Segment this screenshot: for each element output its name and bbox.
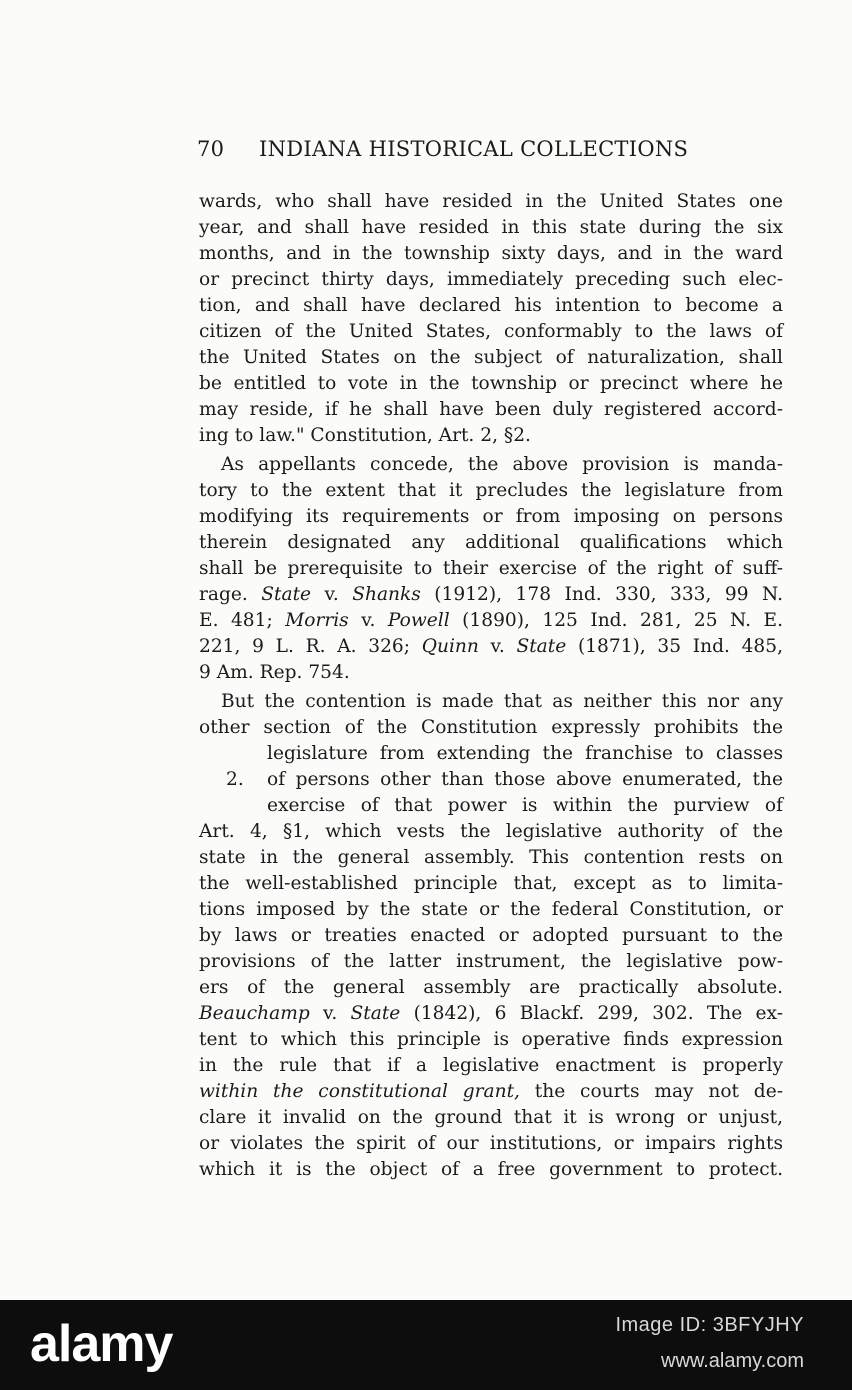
text-line: Beauchamp v. State (1842), 6 Blackf. 299, 302. The ex- [199,1003,783,1024]
running-header [197,137,787,161]
text-line: within the constitutional grant, the courts may not de- [199,1081,784,1102]
text-line: the United States on the subject of naturalization, shall [199,347,783,368]
headnote-number: 2. [226,769,244,790]
text-line: wards, who shall have resided in the United States one [199,191,783,212]
text-line: 221, 9 L. R. A. 326; Quinn v. State (1871), 35 Ind. 485, [199,636,784,657]
text-line: E. 481; Morris v. Powell (1890), 125 Ind. 281, 25 N. E. [199,610,783,631]
text-line: months, and in the township sixty days, and in the ward [199,243,783,264]
paragraph-3 [199,689,783,1183]
paragraph-2 [199,452,783,686]
text-line: in the rule that if a legislative enactment is properly [199,1055,783,1076]
case-name: State [516,636,567,657]
text-line: tent to which this principle is operative finds expression [199,1029,783,1050]
alamy-logo: alamy [30,1315,173,1373]
text-line: be entitled to vote in the township or precinct where he [199,373,783,394]
text-line: 2. of persons other than those above enumerated, the [199,767,783,793]
text-line: exercise of that power is within the purview of [267,795,783,816]
text-line: clare it invalid on the ground that it is wrong or unjust, [199,1107,783,1128]
text-line: tory to the extent that it precludes the legislature from [199,480,783,501]
page-body [199,189,783,1183]
text-line: by laws or treaties enacted or adopted pursuant to the [199,925,783,946]
case-name: Morris [285,610,349,631]
text-line: shall be prerequisite to their exercise of the right of suff- [199,558,783,579]
running-head-title: INDIANA HISTORICAL COLLECTIONS [259,137,689,161]
text-line: state in the general assembly. This contention rests on [199,847,783,868]
page-number: 70 [197,137,225,161]
text-line: tions imposed by the state or the federal Constitution, or [199,899,783,920]
case-name: State [350,1003,401,1024]
emphasis-text: within the constitutional grant, [199,1081,520,1102]
text-line: tion, and shall have declared his intention to become a [199,295,783,316]
text-line: or precinct thirty days, immediately preceding such elec- [199,269,783,290]
text-line: therein designated any additional qualifications which [199,532,783,553]
case-name: Beauchamp [199,1003,310,1024]
case-name: Quinn [421,636,479,657]
text-line: rage. State v. Shanks (1912), 178 Ind. 330, 333, 99 N. [199,584,784,605]
text-line: ing to law." Constitution, Art. 2, §2. [199,425,531,446]
text-line: or violates the spirit of our institutions, or impairs rights [199,1133,783,1154]
text-line: But the contention is made that as neither this nor any [221,691,783,712]
text-line: ers of the general assembly are practically absolute. [199,977,783,998]
case-name: State [261,584,312,605]
text-line: Art. 4, §1, which vests the legislative authority of the [199,821,783,842]
paragraph-1 [199,189,783,449]
text-line: the well-established principle that, except as to limita- [199,873,783,894]
case-name: Shanks [352,584,421,605]
text-line: modifying its requirements or from imposing on persons [199,506,783,527]
text-line: provisions of the latter instrument, the legislative pow- [199,951,783,972]
text-line: other section of the Constitution expressly prohibits the [199,717,783,738]
text-line: 9 Am. Rep. 754. [199,662,350,683]
text-line: legislature from extending the franchise to classes [267,743,783,764]
text-line: citizen of the United States, conformably to the laws of [199,321,783,342]
text-line: which it is the object of a free government to protect. [199,1159,783,1180]
text-line: year, and shall have resided in this state during the six [199,217,783,238]
text-line: may reside, if he shall have been duly registered accord- [199,399,783,420]
image-id-label: Image ID: 3BFYJHY [615,1314,804,1336]
stock-url: www.alamy.com [661,1350,804,1372]
watermark-banner [0,1300,852,1390]
case-name: Powell [387,610,450,631]
text-line: As appellants concede, the above provision is manda- [221,454,783,475]
